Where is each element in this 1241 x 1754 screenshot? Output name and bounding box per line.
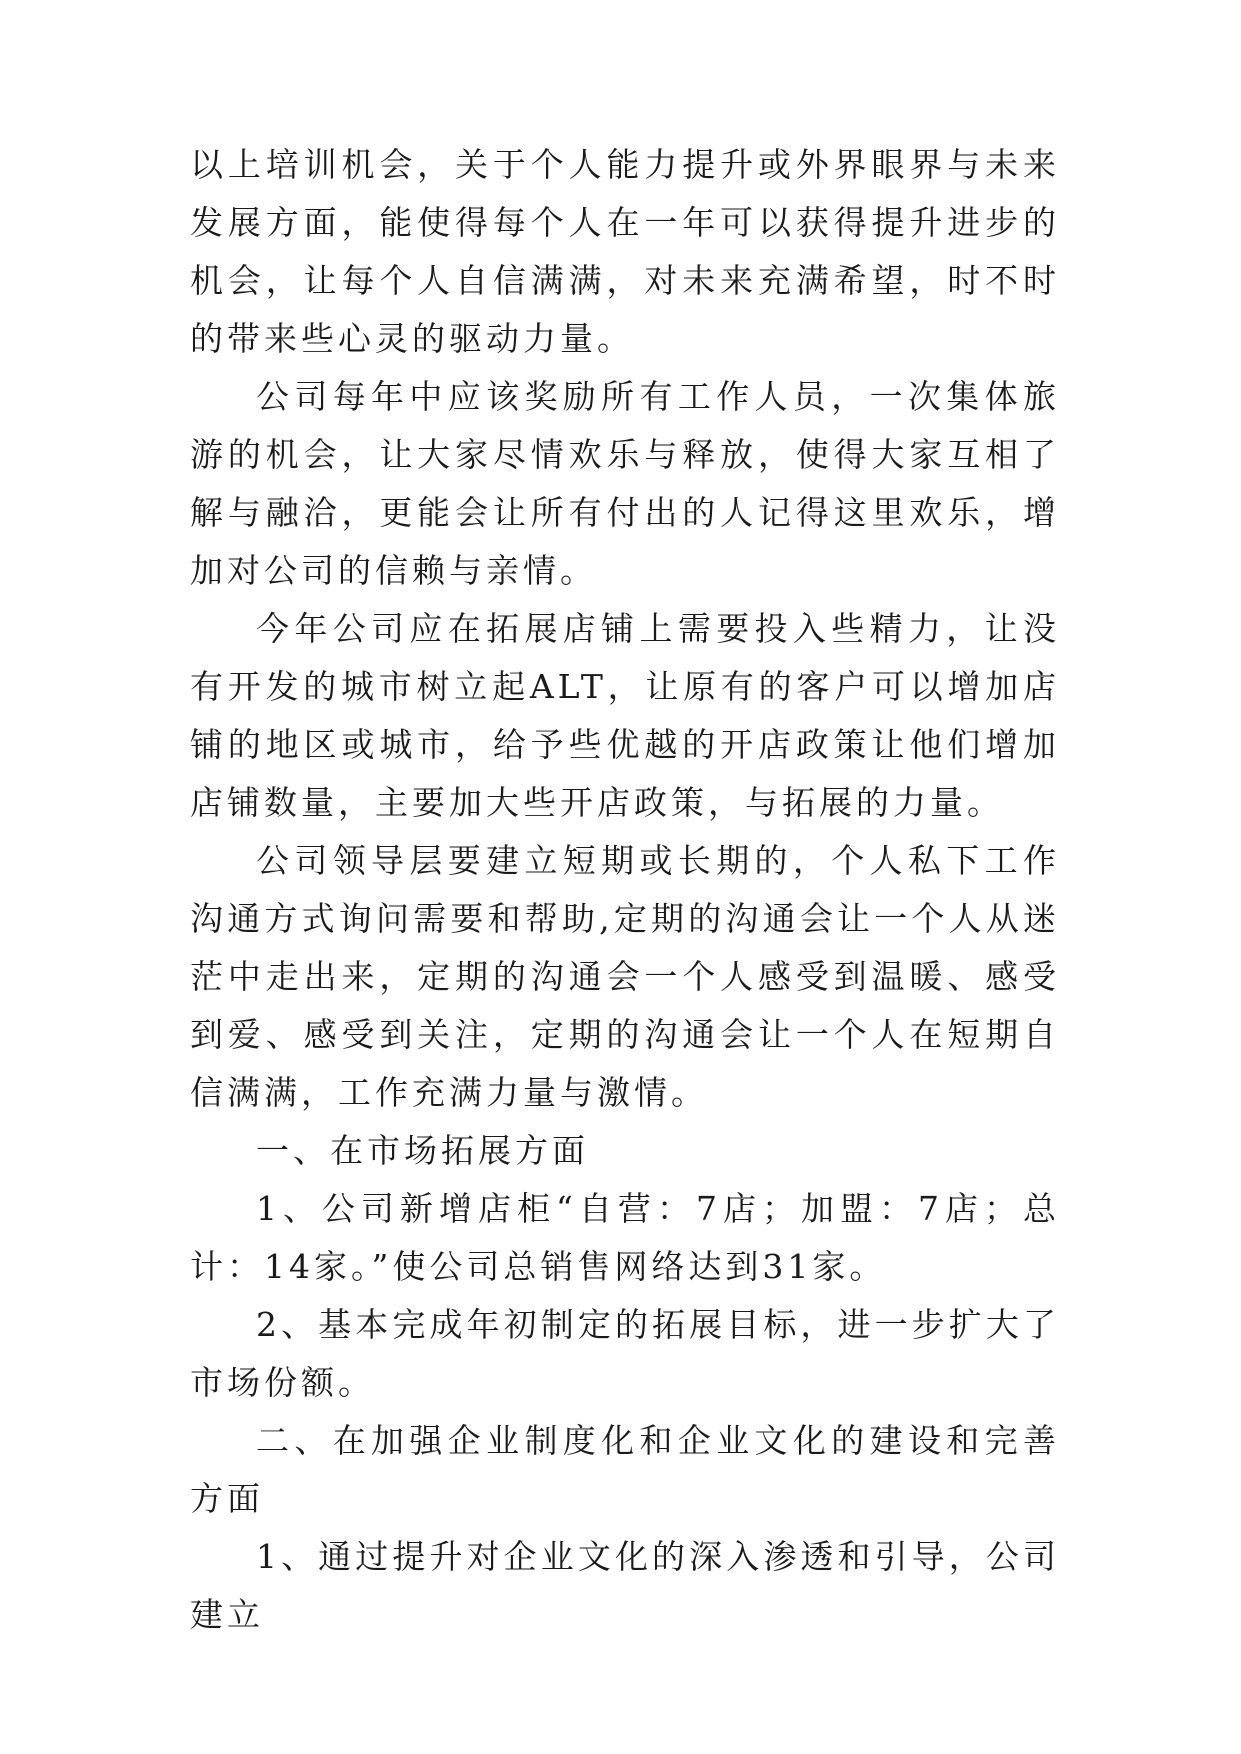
document-body: [190, 136, 1060, 1644]
paragraph-store-expansion: 今年公司应在拓展店铺上需要投入些精力，让没有开发的城市树立起ALT，让原有的客户可以增加店铺的地区或城市，给予些优越的开店政策让他们增加店铺数量，主要加大些开店政策，与拓展的力量。: [190, 609, 1060, 822]
paragraph-group-travel-reward: 公司每年中应该奖励所有工作人员，一次集体旅游的机会，让大家尽情欢乐与释放，使得大家互相了解与融洽，更能会让所有付出的人记得这里欢乐，增加对公司的信赖与亲情。: [190, 377, 1060, 590]
list-item-culture-penetration: 1、通过提升对企业文化的深入渗透和引导，公司建立: [190, 1537, 1060, 1634]
paragraph-leadership-communication: 公司领导层要建立短期或长期的，个人私下工作沟通方式询问需要和帮助,定期的沟通会让一个人从迷茫中走出来，定期的沟通会一个人感受到温暖、感受到爱、感受到关注，定期的沟通会让一个人在短期自信满满，工作充满力量与激情。: [190, 841, 1060, 1112]
section-heading-corporate-culture: 二、在加强企业制度化和企业文化的建设和完善方面: [190, 1421, 1060, 1518]
paragraph-training-opportunities: 以上培训机会，关于个人能力提升或外界眼界与未来发展方面，能使得每个人在一年可以获得提升进步的机会，让每个人自信满满，对未来充满希望，时不时的带来些心灵的驱动力量。: [190, 145, 1060, 358]
list-item-expansion-target: 2、基本完成年初制定的拓展目标，进一步扩大了市场份额。: [190, 1305, 1060, 1402]
section-heading-market-expansion: 一、在市场拓展方面: [256, 1131, 589, 1170]
list-item-new-stores: 1、公司新增店柜“自营：7店；加盟：7店；总计：14家。”使公司总销售网络达到31家。: [190, 1189, 1060, 1286]
